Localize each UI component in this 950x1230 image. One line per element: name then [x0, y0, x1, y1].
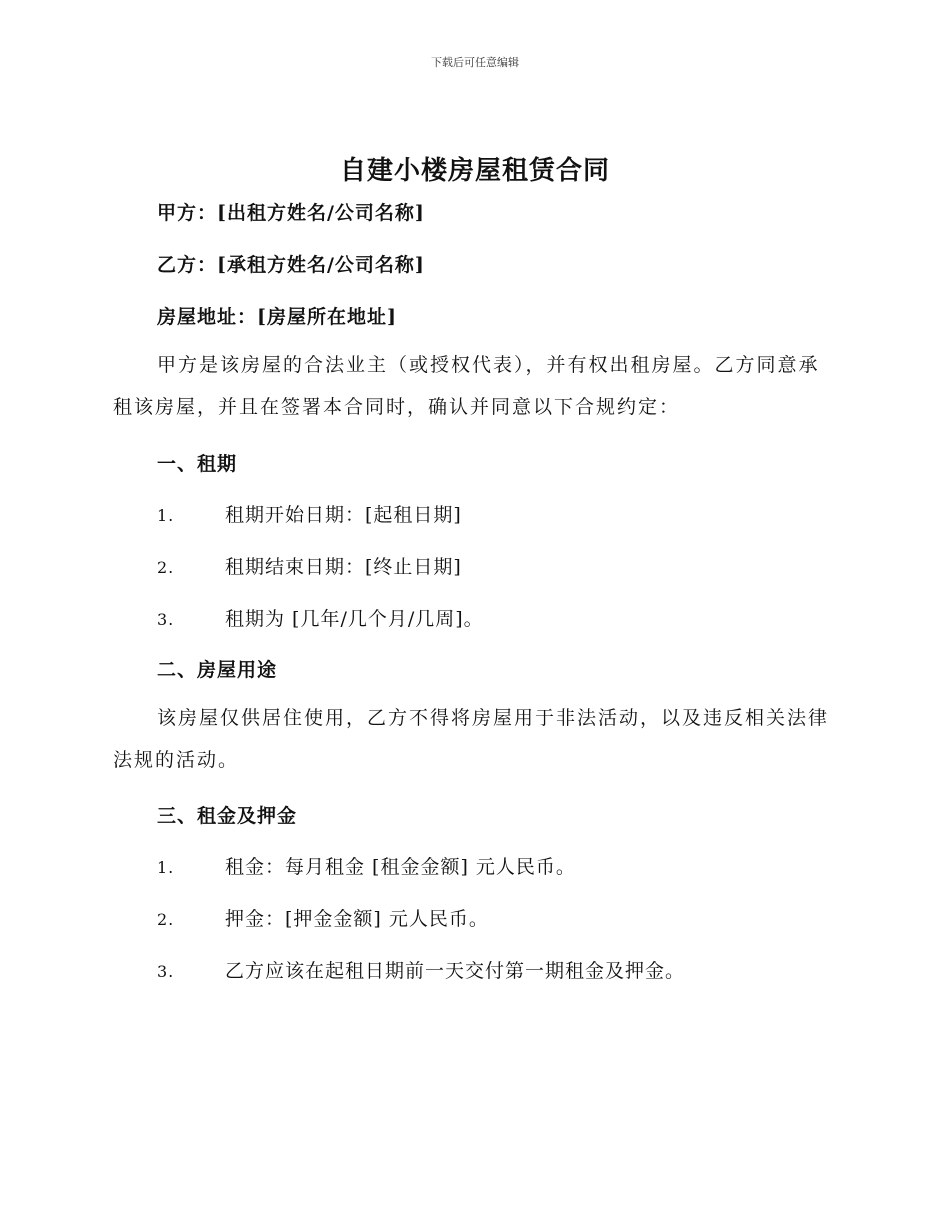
section-heading-rent: 三、租金及押金: [157, 805, 298, 827]
list-item: [157, 852, 576, 879]
list-text: 租期结束日期：[终止日期]: [225, 556, 462, 578]
list-text: 租期为 [几年/几个月/几周]。: [225, 608, 484, 630]
list-number: 1.: [157, 506, 175, 525]
list-text: 押金：[押金金额] 元人民币。: [225, 908, 489, 930]
section-heading-term: 一、租期: [157, 453, 238, 475]
list-text: 租金：每月租金 [租金金额] 元人民币。: [225, 856, 576, 878]
list-text: 租期开始日期：[起租日期]: [225, 504, 462, 526]
intro-paragraph: 甲方是该房屋的合法业主（或授权代表），并有权出租房屋。乙方同意承租该房屋，并且在签署本合同时，确认并同意以下合规约定：: [113, 354, 820, 418]
header-note: 下载后可任意编辑: [431, 56, 519, 69]
party-a-line: 甲方：[出租方姓名/公司名称]: [157, 202, 425, 224]
list-number: 2.: [157, 910, 175, 929]
list-item: [157, 604, 484, 631]
list-item: [157, 904, 489, 931]
usage-paragraph: 该房屋仅供居住使用，乙方不得将房屋用于非法活动，以及违反相关法律法规的活动。: [113, 707, 830, 771]
section-heading-usage: 二、房屋用途: [157, 659, 278, 681]
list-text: 乙方应该在起租日期前一天交付第一期租金及押金。: [225, 960, 686, 982]
list-item: [157, 956, 685, 983]
list-item: [157, 500, 462, 527]
list-number: 1.: [157, 858, 175, 877]
document-title: 自建小楼房屋租赁合同: [339, 156, 610, 186]
party-b-line: 乙方：[承租方姓名/公司名称]: [157, 254, 425, 276]
address-line: 房屋地址：[房屋所在地址]: [157, 306, 397, 328]
list-number: 2.: [157, 558, 175, 577]
list-number: 3.: [157, 962, 175, 981]
list-item: [157, 552, 462, 579]
list-number: 3.: [157, 610, 175, 629]
